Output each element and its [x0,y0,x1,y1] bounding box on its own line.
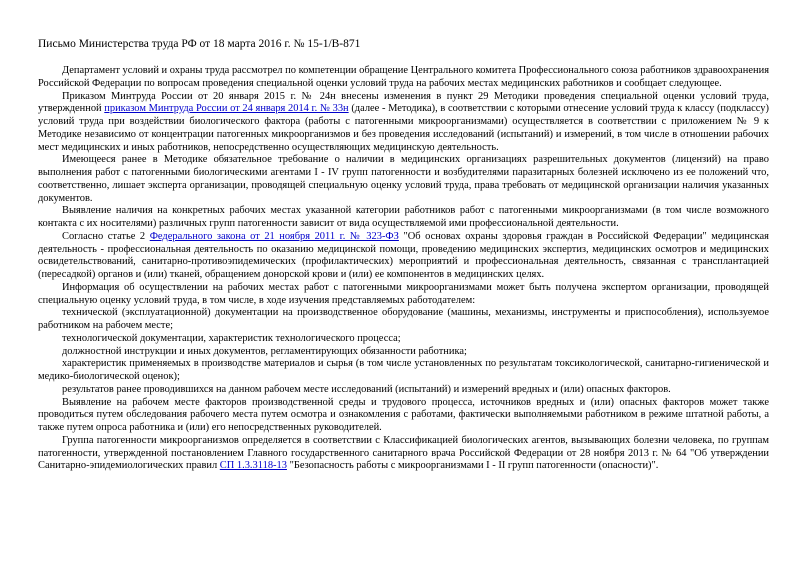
list-item-job-description: должностной инструкции и иных документов, регламентирующих обязанности работника; [62,345,467,357]
paragraph-text: Группа патогенности микроорганизмов определяется в соответствии с Классификацией биологических агентов, вызывающих болезни человека, по группам патогенности, утвержденной постановлением Главного государственного санитарного врача Российской Федерации от 28 ноября 2013 г. № 64 "Об утверждении Санитарно-эпидемиологических правил [38,434,769,472]
list-item-technological-docs: технологической документации, характеристик технологического процесса; [62,332,401,344]
paragraph-pathogenicity-group [38,435,769,473]
paragraph-article-2 [38,231,769,282]
paragraph-text: "Об основах охраны здоровья граждан в Российской Федерации" медицинская деятельность - профессиональная деятельность по оказанию медицинской помощи, проведению медицинских экспертиз, медицинских осмотров и медицинских освидетельствований, санитарно-противоэпидемических (профилактических) мероприятий и профессиональная деятельность, связанная с трансплантацией (пересадкой) органов и (или) тканей, обращением донорской крови и (или) ее компонентов в медицинских целях. [38,230,769,280]
paragraph-identification: Выявление наличия на конкретных рабочих местах указанной категории работников работ с патогенными микроорганизмами (в том числе возможного контакта с их носителями) различных групп патогенности зависит от вида осуществляемой ими профессиональной деятельности. [38,205,769,229]
list-item-measurements: результатов ранее проводившихся на данном рабочем месте исследований (испытаний) и измерений вредных и (или) опасных факторов. [62,383,671,395]
link-order-33n[interactable]: приказом Минтруда России от 24 января 2014 г. № 33н [104,103,349,115]
paragraph-workplace-inspection: Выявление на рабочем месте факторов производственной среды и трудового процесса, источников вредных и (или) опасных факторов может также проводиться путем обследования рабочего места путем осмотра и ознакомления с работами, фактически выполняемыми работником в режиме штатной работы, а также путем опроса работника и (или) его непосредственных руководителей. [38,396,769,433]
paragraph-text: "Безопасность работы с микроорганизмами I - II групп патогенности (опасности)". [286,460,659,472]
list-item-materials: характеристик применяемых в производстве материалов и сырья (в том числе установленных по результатам токсикологической, санитарно-гигиенической и медико-биологической оценок); [38,358,769,382]
paragraph-license-requirement: Имеющееся ранее в Методике обязательное требование о наличии в медицинских организациях разрешительных документов (лицензий) на право выполнения работ с патогенными биологическими агентами I - IV групп патогенности и возбудителями паразитарных болезней исключено из ее положений что, соответственно, лишает эксперта организации, проводящей специальную оценку условий труда, права требовать от медицинской организации наличия указанных документов. [38,154,769,204]
document-title: Письмо Министерства труда РФ от 18 марта 2016 г. № 15-1/В-871 [38,38,361,50]
link-federal-law-323[interactable]: Федерального закона от 21 ноября 2011 г. № 323-ФЗ [149,230,399,242]
paragraph-information-sources: Информация об осуществлении на рабочих местах работ с патогенными микроорганизмами может быть получена экспертом организации, проводящей специальную оценку условий труда, в том числе, в ходе изучения представляемых работодателем: [38,281,769,306]
document-body [38,65,769,473]
paragraph-intro: Департамент условий и охраны труда рассмотрел по компетенции обращение Центрального комитета Профессионального союза работников здравоохранения Российской Федерации по вопросам проведения специальной оценки условий труда на рабочих местах медицинских работников и сообщает следующее. [38,65,769,89]
paragraph-text: (далее - Методика), в соответствии с которыми отнесение условий труда к классу (подклассу) условий труда при воздействии биологического фактора (работы с патогенными микроорганизмами) осуществляется в соответствии с приложением № 9 к Методике независимо от концентрации патогенных микроорганизмов и без проведения исследований (испытаний) и измерений, в том числе в отношении рабочих мест медицинских и иных работников, непосредственно осуществляющих медицинскую деятельность. [38,103,769,153]
paragraph-text: Приказом Минтруда России от 20 января 2015 г. № 24н внесены изменения в пункт 29 Методики проведения специальной оценки условий труда, утвержденной [38,90,769,115]
paragraph-text: Согласно статье 2 [62,230,150,242]
list-item-technical-docs: технической (эксплуатационной) документации на производственное оборудование (машины, механизмы, инструменты и приспособления), используемое работником на рабочем месте; [38,307,769,331]
link-sp-1-3-3118-13[interactable]: СП 1.3.3118-13 [219,460,287,472]
paragraph-order-changes [38,91,769,155]
